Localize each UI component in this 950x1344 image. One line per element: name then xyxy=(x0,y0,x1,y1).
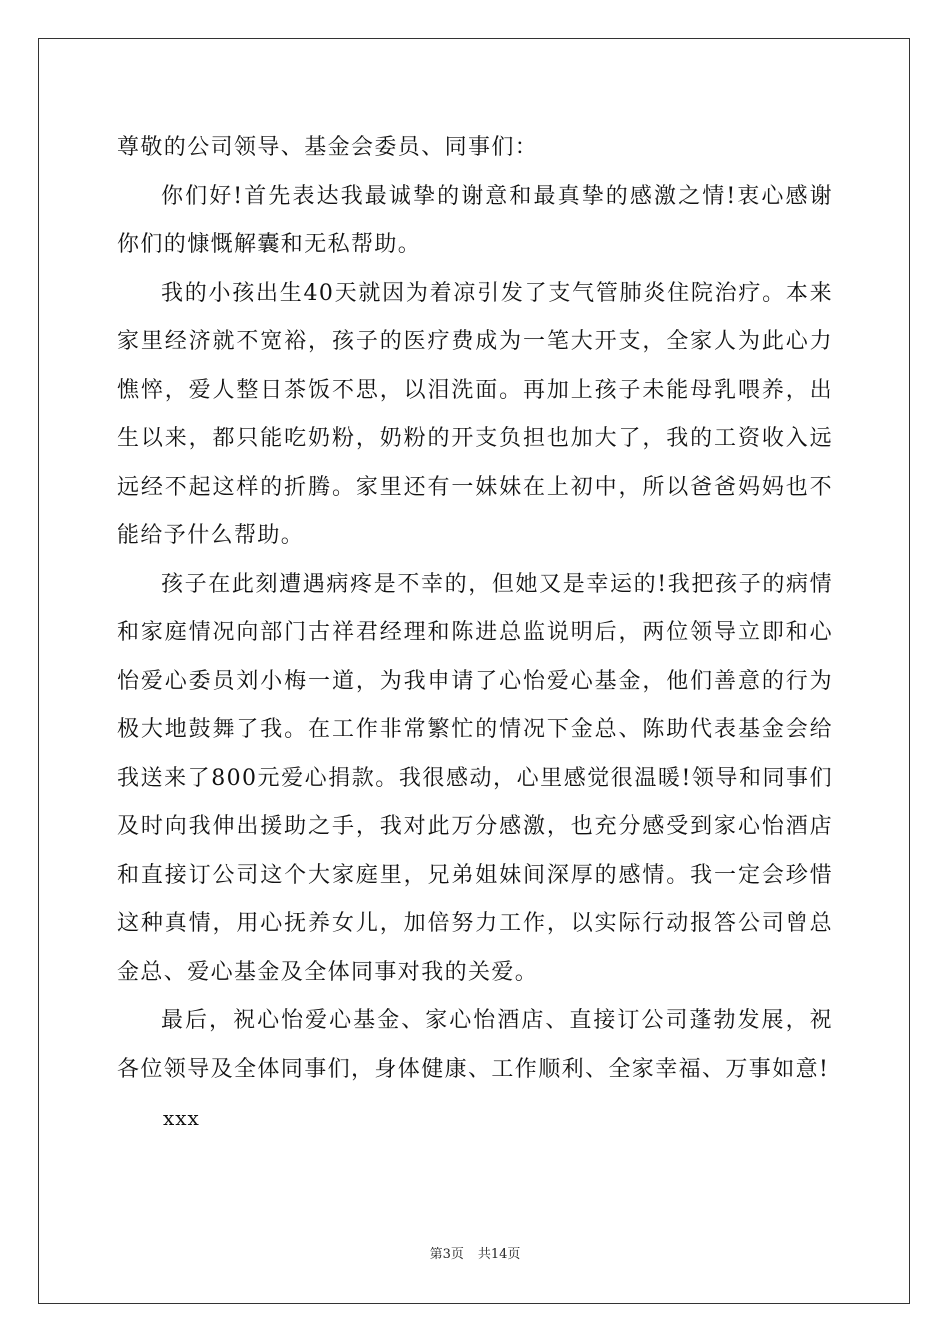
letter-body xyxy=(117,124,833,1143)
paragraph-closing: 最后，祝心怡爱心基金、家心怡酒店、直接订公司蓬勃发展，祝各位领导及全体同事们，身体健康、工作顺利、全家幸福、万事如意! xyxy=(117,1008,833,1082)
paragraph-greeting: 你们好!首先表达我最诚挚的谢意和最真挚的感激之情!衷心感谢你们的慷慨解囊和无私帮助。 xyxy=(117,183,833,257)
paragraph-situation: 我的小孩出生40天就因为着凉引发了支气管肺炎住院治疗。本来家里经济就不宽裕，孩子的医疗费成为一笔大开支，全家人为此心力憔悴，爱人整日茶饭不思，以泪洗面。再加上孩子未能母乳喂养，出生以来，都只能吃奶粉，奶粉的开支负担也加大了，我的工资收入远远经不起这样的折腾。家里还有一妹妹在上初中，所以爸爸妈妈也不能给予什么帮助。 xyxy=(117,280,833,548)
page-total: 共14页 xyxy=(477,1247,521,1262)
page-footer xyxy=(0,1246,950,1264)
page-number: 第3页 xyxy=(429,1247,464,1262)
salutation: 尊敬的公司领导、基金会委员、同事们： xyxy=(117,135,539,160)
signature: xxx xyxy=(163,1106,200,1130)
paragraph-help: 孩子在此刻遭遇病疼是不幸的，但她又是幸运的!我把孩子的病情和家庭情况向部门古祥君经理和陈进总监说明后，两位领导立即和心怡爱心委员刘小梅一道，为我申请了心怡爱心基金，他们善意的行为极大地鼓舞了我。在工作非常繁忙的情况下金总、陈助代表基金会给我送来了800元爱心捐款。我很感动，心里感觉很温暖!领导和同事们及时向我伸出援助之手，我对此万分感激，也充分感受到家心怡酒店和直接订公司这个大家庭里，兄弟姐妹间深厚的感情。我一定会珍惜这种真情，用心抚养女儿，加倍努力工作，以实际行动报答公司曾总金总、爱心基金及全体同事对我的关爱。 xyxy=(117,571,833,985)
